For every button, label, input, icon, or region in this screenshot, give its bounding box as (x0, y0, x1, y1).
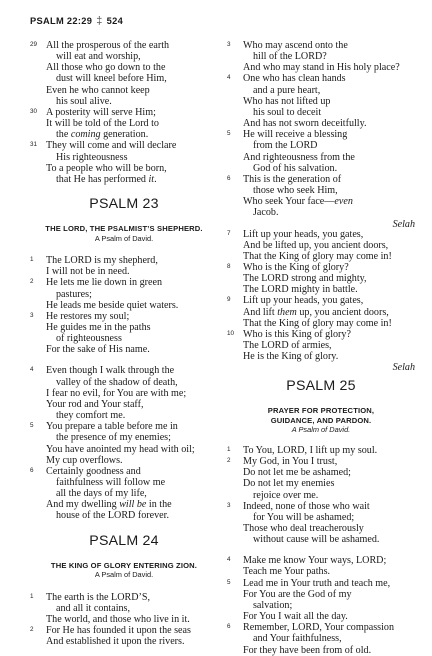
verse-line: That the King of glory may come in! (243, 317, 392, 329)
verse-line: For He has founded it upon the seas (46, 625, 191, 637)
verse-line: Lift up your heads, you gates, (243, 228, 364, 240)
left-column (30, 40, 218, 647)
psalm-23-ascription: A Psalm of David. (94, 233, 154, 243)
verse-line: all the days of my life, (56, 488, 147, 500)
verse-line: A posterity will serve Him; (46, 106, 156, 118)
verse-line: For the sake of His name. (46, 344, 150, 356)
psalm-24-stanza-2 (227, 40, 415, 230)
verse (30, 40, 218, 107)
verse-line: The LORD mighty in battle. (243, 284, 358, 296)
verse-number: 7 (227, 229, 231, 237)
verse-line: And established it upon the rivers. (46, 636, 185, 648)
verse-line: the presence of my enemies; (56, 432, 171, 444)
psalm-24-ascription: A Psalm of David. (94, 570, 154, 580)
verse-line: Your rod and Your staff, (46, 398, 144, 410)
verse (227, 622, 415, 655)
verse-number: 1 (30, 256, 34, 264)
verse (30, 625, 218, 647)
verse-line: Who is this King of glory? (243, 328, 351, 340)
verse-line: It will be told of the Lord to (46, 118, 159, 130)
psalm-23-stanza-2 (30, 365, 218, 521)
verse-line: All the prosperous of the earth (46, 40, 170, 51)
verse-line: Who may ascend onto the (243, 40, 348, 51)
verse-number: 2 (30, 278, 34, 286)
verse (227, 578, 415, 623)
verse-line: My cup overflows. (46, 454, 123, 466)
verse-line: Even though I walk through the (46, 365, 175, 377)
verse-line: He lets me lie down in green (46, 277, 163, 289)
verse-line: You prepare a table before me in (46, 421, 178, 433)
verse-line: Certainly goodness and (46, 465, 141, 477)
psalm-24-subtitle: THE KING OF GLORY ENTERING ZION. (50, 560, 198, 570)
verse-line: Those who deal treacherously (243, 522, 364, 534)
verse (227, 73, 415, 129)
verse-line: hill of the LORD? (253, 51, 327, 63)
running-header-reference: PSALM 22:29 (30, 16, 93, 26)
verse-number: 9 (227, 296, 231, 304)
verse (30, 466, 218, 522)
verse-line: and all it contains, (56, 602, 131, 614)
verse-line: And righteousness from the (243, 151, 355, 163)
psalm-25-ascription (227, 425, 415, 435)
verse-line: He guides me in the paths (46, 321, 151, 333)
verse-line: his soul alive. (56, 95, 112, 107)
verse-line: For they have been from of old. (243, 644, 372, 656)
verse-number: 31 (30, 141, 38, 149)
verse-number: 6 (227, 174, 231, 182)
verse-line: and Your faithfulness, (253, 633, 342, 645)
selah-marker: Selah (392, 218, 415, 230)
verse (227, 173, 415, 230)
verse-line: The world, and those who live in it. (46, 613, 190, 625)
verse-line: house of the LORD forever. (56, 510, 169, 522)
verse-line: valley of the shadow of death, (56, 376, 178, 388)
verse-line: Make me know Your ways, LORD; (243, 555, 387, 567)
verse-line: He will receive a blessing (243, 129, 348, 141)
verse-line: will eat and worship, (56, 51, 141, 63)
verse-number: 3 (227, 501, 231, 509)
verse-number: 4 (30, 366, 34, 374)
verse-number: 2 (227, 457, 231, 465)
verse (227, 445, 415, 456)
verse-line: And my dwelling will be in the (46, 499, 172, 511)
verse-line: He restores my soul; (46, 310, 130, 322)
selah-marker: Selah (392, 362, 415, 374)
psalm-25-ascription-text: A Psalm of David. (291, 425, 351, 435)
verse (30, 140, 218, 185)
verse-line: For You I wait all the day. (243, 611, 348, 623)
verse-line: They will come and will declare (46, 140, 177, 152)
verse (227, 262, 415, 295)
verse (227, 328, 415, 374)
verse-number: 8 (227, 262, 231, 270)
verse-number: 2 (30, 626, 34, 634)
verse-line: Do not let my enemies (243, 478, 335, 490)
verse (227, 229, 415, 262)
verse (227, 295, 415, 328)
verse-line: Lead me in Your truth and teach me, (243, 577, 391, 589)
verse-line: All those who go down to the (46, 62, 166, 74)
verse-line: To a people who will be born, (46, 162, 167, 174)
psalm-25-stanza-2 (227, 555, 415, 655)
verse-number: 29 (30, 41, 38, 48)
verse (227, 501, 415, 546)
stanza-gap (227, 219, 415, 229)
psalm-22-verses (30, 40, 218, 185)
verse-line: You have anointed my head with oil; (46, 443, 195, 455)
verse-line: And be lifted up, you ancient doors, (243, 239, 389, 251)
verse-line: I will not be in need. (46, 266, 130, 278)
stanza-gap (30, 355, 218, 365)
psalm-23-subtitle: THE LORD, THE PSALMIST’S SHEPHERD. (45, 224, 203, 234)
verse-line: pastures; (56, 288, 92, 300)
psalm-23-title: PSALM 23 (89, 196, 159, 213)
verse-line: My God, in You I trust, (243, 456, 338, 468)
verse-line: they comfort me. (56, 410, 126, 422)
verse-number: 4 (227, 556, 231, 564)
verse-line: rejoice over me. (253, 489, 319, 501)
psalm-23-stanza-1 (30, 255, 218, 355)
verse-line: The earth is the LORD’S, (46, 591, 150, 603)
verse (227, 129, 415, 174)
verse-line: The LORD of armies, (243, 340, 332, 352)
verse-line: That the King of glory may come in! (243, 250, 392, 262)
verse (227, 40, 415, 73)
verse-line: for You will be ashamed; (253, 511, 355, 523)
verse (227, 555, 415, 577)
verse-line: Even he who cannot keep (46, 84, 150, 96)
verse-number: 6 (30, 466, 34, 474)
verse-line: his soul to deceit (253, 106, 322, 118)
verse-number: 5 (227, 130, 231, 138)
verse-number: 5 (30, 422, 34, 430)
verse-number: 3 (227, 41, 231, 48)
verse-line: God of his salvation. (253, 162, 338, 174)
verse-number: 4 (227, 74, 231, 82)
verse-number: 1 (30, 592, 34, 600)
verse-line: Teach me Your paths. (243, 566, 331, 578)
verse-line: Who is the King of glory? (243, 261, 349, 273)
psalm-24-title: PSALM 24 (89, 532, 159, 549)
verse-line: Who seek Your face—even (243, 196, 353, 208)
verse-number: 6 (227, 623, 231, 631)
verse-line: He leads me beside quiet waters. (46, 299, 179, 311)
verse-line: Do not let me be ashamed; (243, 467, 351, 479)
verse (30, 107, 218, 140)
verse-line: without cause will be ashamed. (253, 534, 380, 546)
verse-line: from the LORD (253, 140, 318, 152)
verse-line: And has not sworn deceitfully. (243, 118, 367, 130)
verse-number: 10 (227, 329, 235, 337)
verse-number: 30 (30, 107, 38, 115)
verse-line: Who has not lifted up (243, 95, 331, 107)
psalm-25-subtitle-line-2: GUIDANCE, AND PARDON. (270, 415, 372, 425)
verse-line: The LORD strong and mighty, (243, 273, 367, 285)
verse-line: And who may stand in His holy place? (243, 62, 400, 74)
verse (30, 277, 218, 310)
verse (30, 311, 218, 356)
verse-line: I fear no evil, for You are with me; (46, 387, 187, 399)
psalm-24-stanza-3 (227, 228, 415, 374)
verse (30, 592, 218, 625)
verse-line: One who has clean hands (243, 73, 346, 85)
verse-line: Jacob. (253, 207, 279, 219)
verse-line: Lift up your heads, you gates, (243, 295, 364, 307)
verse-line: salvation; (253, 599, 293, 611)
verse-line: Indeed, none of those who wait (243, 500, 370, 512)
verse-line: The LORD is my shepherd, (46, 255, 158, 267)
header-divider-icon: ‡ (96, 15, 103, 27)
psalm-25-subtitle-line-1: PRAYER FOR PROTECTION, (267, 406, 375, 416)
verse (30, 365, 218, 421)
verse-line: that He has performed it. (56, 173, 157, 185)
verse-line: faithfulness will follow me (56, 477, 166, 488)
right-column (227, 40, 415, 656)
psalm-24-stanza-1 (30, 592, 218, 648)
psalm-25-title: PSALM 25 (286, 378, 356, 395)
verse (227, 456, 415, 501)
verse-number: 5 (227, 578, 231, 586)
verse-line: those who seek Him, (253, 185, 338, 197)
verse (30, 421, 218, 466)
psalm-25-stanza-1 (227, 445, 415, 545)
verse-line: of righteousness (56, 333, 122, 345)
verse-line: Remember, LORD, Your compassion (243, 622, 394, 634)
verse-number: 1 (227, 445, 231, 453)
verse-line: the coming generation. (56, 129, 149, 141)
verse-line: His righteousness (56, 151, 128, 163)
verse-line: For You are the God of my (243, 588, 352, 600)
verse-number: 3 (30, 311, 34, 319)
verse-line: This is the generation of (243, 173, 342, 185)
verse-line: And lift them up, you ancient doors, (243, 306, 389, 318)
verse (30, 255, 218, 277)
verse-line: To You, LORD, I lift up my soul. (243, 444, 378, 456)
verse-line: and a pure heart, (253, 84, 321, 96)
verse-line: He is the King of glory. (243, 351, 339, 363)
running-header (30, 15, 123, 29)
page-number: 524 (106, 16, 124, 26)
verse-line: dust will kneel before Him, (56, 73, 167, 85)
stanza-gap (227, 545, 415, 555)
